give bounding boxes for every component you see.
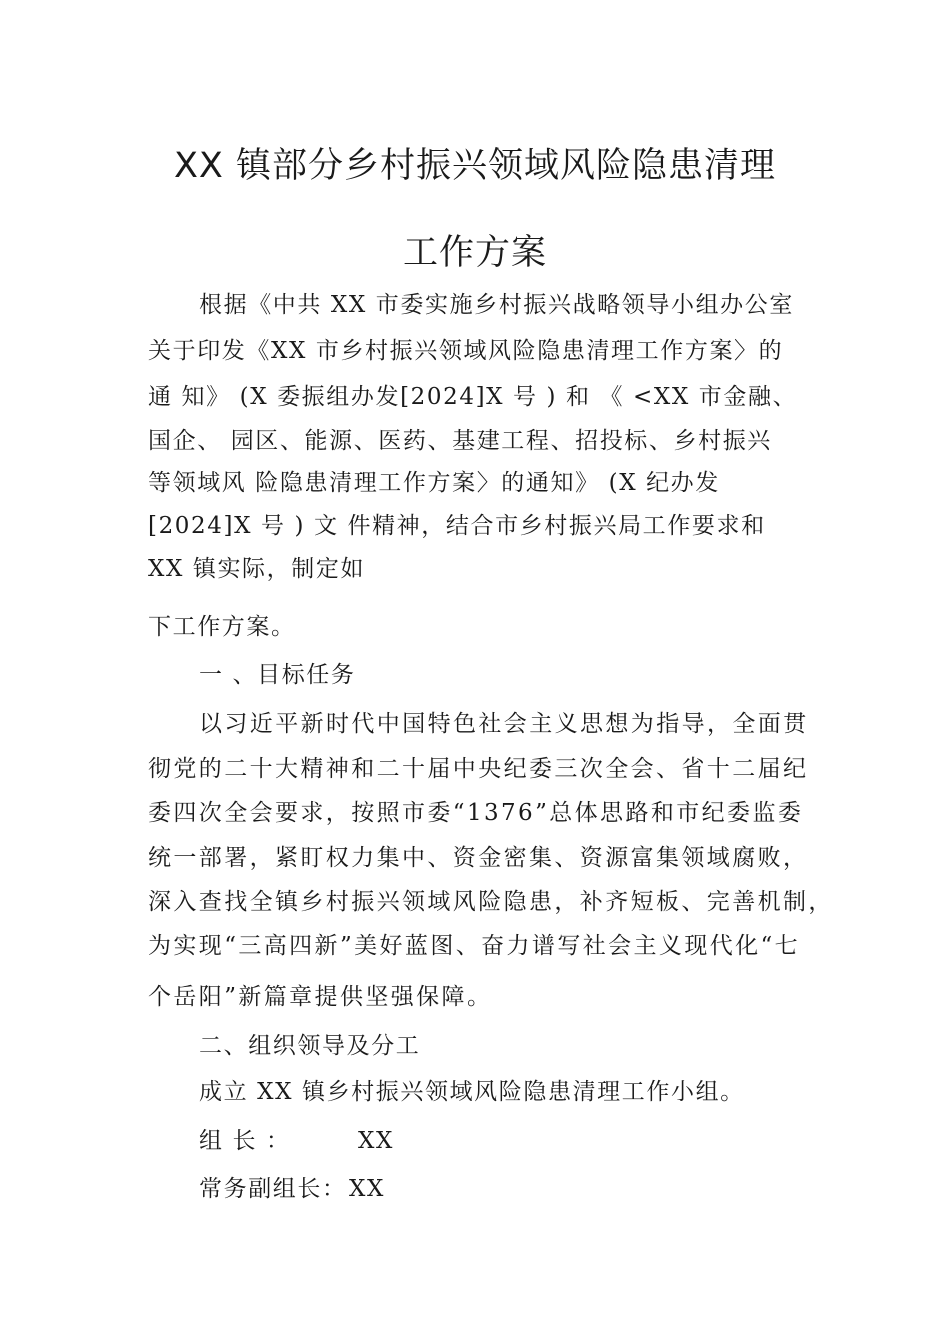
team-leader-name: XX	[358, 1128, 394, 1154]
intro-line-6: [2024]X 号 ) 文 件精神，结合市乡村振兴局工作要求和	[148, 513, 766, 539]
document-title-line-1: XX 镇部分乡村振兴领域风险隐患清理	[173, 146, 777, 186]
intro-line-4: 国企、 园区、能源、医药、基建工程、招投标、乡村振兴	[148, 428, 772, 454]
team-leader-label: 组 长 ：	[199, 1128, 291, 1154]
section-1-line-4: 统一部署，紧盯权力集中、资金密集、资源富集领域腐败，	[148, 845, 809, 871]
intro-line-7: XX 镇实际，制定如	[148, 556, 366, 582]
section-1-line-3: 委四次全会要求，按照市委“1376”总体思路和市纪委监委	[148, 800, 804, 826]
section-2-heading: 二、组织领导及分工	[199, 1033, 421, 1059]
section-1-line-1: 以习近平新时代中国特色社会主义思想为指导，全面贯	[199, 711, 809, 737]
intro-line-8: 下工作方案。	[148, 614, 296, 640]
intro-line-1: 根据《中共 XX 市委实施乡村振兴战略领导小组办公室	[199, 292, 794, 318]
section-1-heading: 一 、目标任务	[199, 662, 356, 688]
section-2-intro: 成立 XX 镇乡村振兴领域风险隐患清理工作小组。	[199, 1079, 745, 1105]
section-1-line-5: 深入查找全镇乡村振兴领域风险隐患，补齐短板、完善机制，	[148, 889, 834, 915]
intro-line-5: 等领域风 险隐患清理工作方案〉的通知》 (X 纪办发	[148, 470, 720, 496]
intro-line-3: 通 知》 (X 委振组办发[2024]X 号 ) 和 《 <XX 市金融、	[148, 384, 798, 410]
deputy-leader-name: XX	[349, 1176, 385, 1202]
section-1-line-7: 个岳阳”新篇章提供坚强保障。	[148, 984, 493, 1010]
section-1-line-2: 彻党的二十大精神和二十届中央纪委三次全会、省十二届纪	[148, 756, 809, 782]
section-1-line-6: 为实现“三高四新”美好蓝图、奋力谱写社会主义现代化“七	[148, 933, 801, 959]
document-title-line-2: 工作方案	[402, 233, 547, 273]
deputy-leader-label: 常务副组长：	[199, 1176, 347, 1202]
intro-line-2: 关于印发《XX 市乡村振兴领域风险隐患清理工作方案〉的	[148, 338, 784, 364]
